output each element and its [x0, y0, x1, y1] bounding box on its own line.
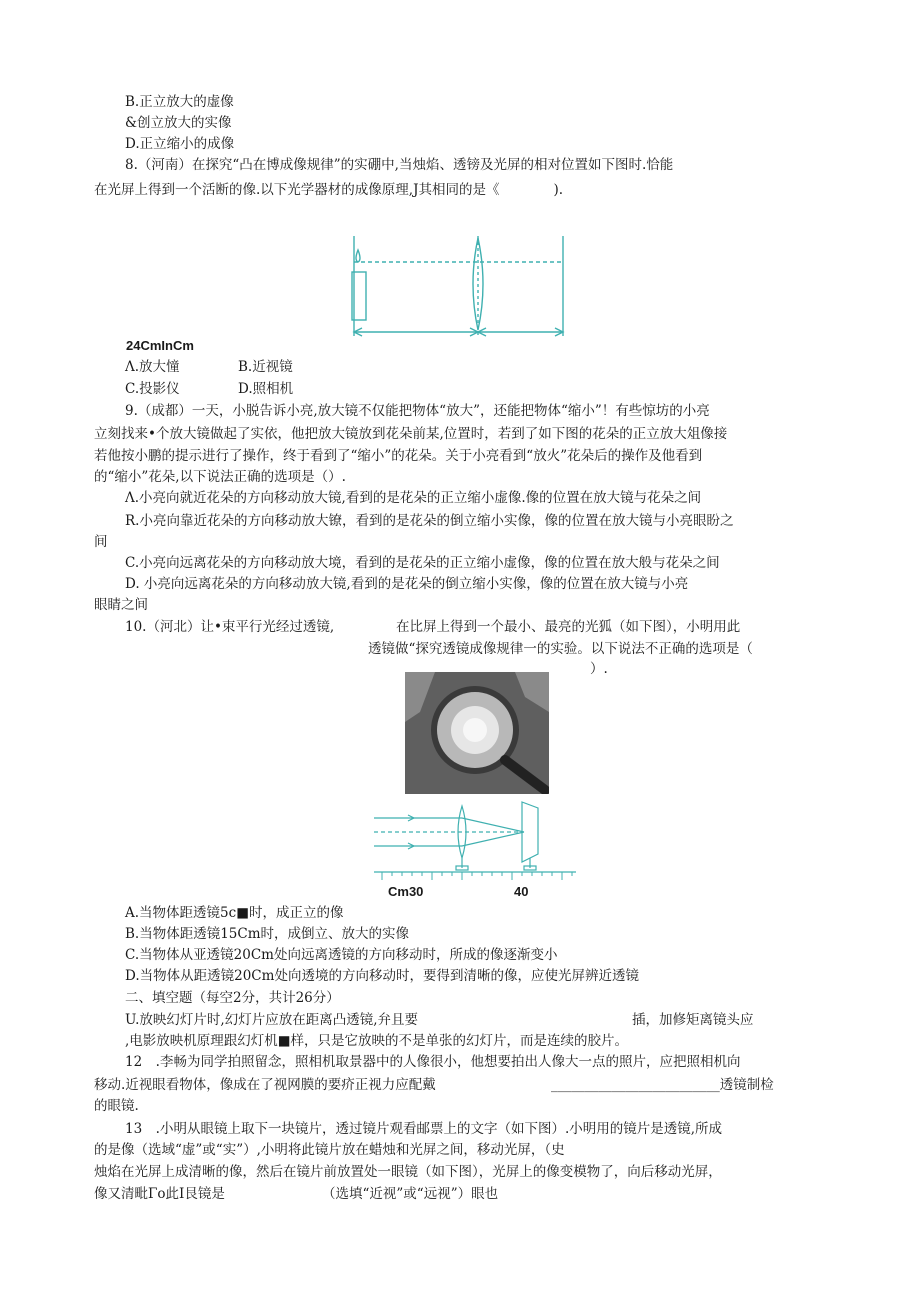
- q12-line2a: 移动.近视眼看物体，像成在了视网膜的要疥正视力应配戴: [94, 1077, 436, 1093]
- q10-option-b: B.当物体距透镜15Cm时，成倒立、放大的实像: [125, 926, 410, 942]
- q10-focal-length-figure: [372, 796, 578, 886]
- q10-stem-line3: ）.: [590, 661, 608, 677]
- q8-option-c: C.投影仪: [125, 381, 180, 397]
- q8-option-a: Λ.放大憧: [125, 359, 180, 375]
- q7-option-b: B.正立放大的虚像: [125, 94, 234, 110]
- q13-line2: 的是像（选域“虚”或“实”）,小明将此镜片放在蜡烛和光屏之间，移动光屏，（史: [94, 1142, 565, 1158]
- q10-option-a: A.当物体距透镜5c■时，成正立的像: [125, 905, 344, 921]
- q10-stem-line2: 透镜做“探究透镜成像规律一的实验。以下说法不正确的选项是（: [368, 641, 753, 657]
- q9-option-b-line1: R.小亮向靠近花朵的方向移动放大镣，看到的是花朵的倒立缩小实像，像的位置在放大镜与小亮眼盼之: [125, 513, 734, 529]
- q9-option-d-line1: D. 小亮向远离花朵的方向移动放大镜,看到的是花朵的倒立缩小实像，像的位置在放大镜与小亮: [125, 576, 689, 592]
- magnifying-glass-photo: [405, 672, 549, 794]
- q7-option-d: D.正立缩小的成像: [125, 136, 235, 152]
- q12-line3: 的眼镜.: [94, 1098, 139, 1114]
- q9-stem-line2: 立刻找来•个放大镜做起了实依，他把放大镜放到花朵前某,位置时，若到了如下图的花朵的正立放大俎像接: [94, 426, 728, 442]
- q8-optical-bench-figure: [348, 232, 570, 342]
- q8-stem-line2: 在光屏上得到一个活断的像.以下光学器材的成像原理,J其相同的是《 ).: [94, 182, 564, 198]
- q13-line1: 13 .小明从眼镜上取下一块镜片，透过镜片观看邮票上的文字（如下图）.小明用的镜片是透镜,所成: [125, 1121, 723, 1137]
- q10-figure-label-30: Cm30: [388, 884, 424, 899]
- q13-line4b: （选填“近视”或“远视”）眼也: [322, 1186, 499, 1202]
- q10-stem-line1a: 10.（河北）让•束平行光经过透镜,: [125, 619, 335, 635]
- q9-stem-line4: 的“缩小”花朵,以下说法正确的选项是（）.: [94, 469, 346, 485]
- q9-option-c: C.小亮向远离花朵的方向移动放大境，看到的是花朵的正立缩小虚像，像的位置在放大般与花朵之间: [125, 555, 720, 571]
- candle-flame-icon: [356, 250, 360, 262]
- q10-figure-label-40: 40: [514, 884, 529, 899]
- q9-stem-line3: 若他按小鹏的提示进行了操作，终于看到了“缩小”的花朵。关于小亮看到“放火”花朵后的操作及他看到: [94, 448, 703, 464]
- q10-stem-line1b: 在比屏上得到一个最小、最亮的光狐（如下图），小明用此: [396, 619, 741, 635]
- q12-line1: 12 .李畅为同学拍照留念，照相机取景器中的人像很小，他想要拍出人像大一点的照片，应把照相机向: [125, 1054, 741, 1070]
- q11-line2: ,电影放映机原理跟幻灯机■样，只是它放映的不是单张的幻灯片，而是连续的胶片。: [125, 1033, 629, 1049]
- q10-option-c: C.当物体从亚透镜20Cm处向远离透镜的方向移动时，所成的像逐渐变小: [125, 947, 558, 963]
- section-heading: 二、填空题（每空2分，共计26分）: [125, 990, 340, 1006]
- q9-option-d-line2: 眼睛之间: [94, 597, 148, 613]
- q8-option-d: D.照相机: [238, 381, 294, 397]
- q11-line1b: 插，加修矩离镜头应: [632, 1012, 754, 1028]
- screen-icon: [522, 802, 538, 862]
- q13-line3: 烛焰在光屏上成清晰的像，然后在镜片前放置处一眼镜（如下图），光屏上的像变模物了，向后移动光屏，: [94, 1164, 722, 1180]
- q8-figure-label: 24CmInCm: [126, 338, 194, 353]
- q9-stem-line1: 9.（成都）一天，小脱告诉小亮,放大镜不仅能把物体“放大”，还能把物体“缩小”！有些惊坊的小亮: [125, 403, 710, 419]
- q9-option-a: Λ.小亮向就近花朵的方向移动放大镜,看到的是花朵的正立缩小虚像.像的位置在放大镜与花朵之间: [125, 490, 702, 506]
- q10-option-d: D.当物体从距透镜20Cm处向透境的方向移动时，要得到清晰的像，应使光屏辨近透镜: [125, 968, 639, 984]
- q11-line1a: U.放映幻灯片时,幻灯片应放在距离凸透镜,弁且要: [125, 1012, 419, 1028]
- magnifying-glass-icon: [405, 672, 549, 794]
- q12-answer-blank: _________________________透镜制检: [551, 1077, 774, 1093]
- q7-option-c: &创立放大的实像: [125, 115, 232, 131]
- q8-stem-line1: 8.（河南）在探究“凸在博成像规律”的实硼中,当烛焰、透镑及光屏的相对位置如下图时.恰能: [125, 157, 674, 173]
- q8-option-b: B.近视镜: [238, 359, 293, 375]
- q9-option-b-line2: 间: [94, 534, 108, 550]
- q13-line4a: 像又清毗Γo此I艮镜是: [94, 1186, 225, 1202]
